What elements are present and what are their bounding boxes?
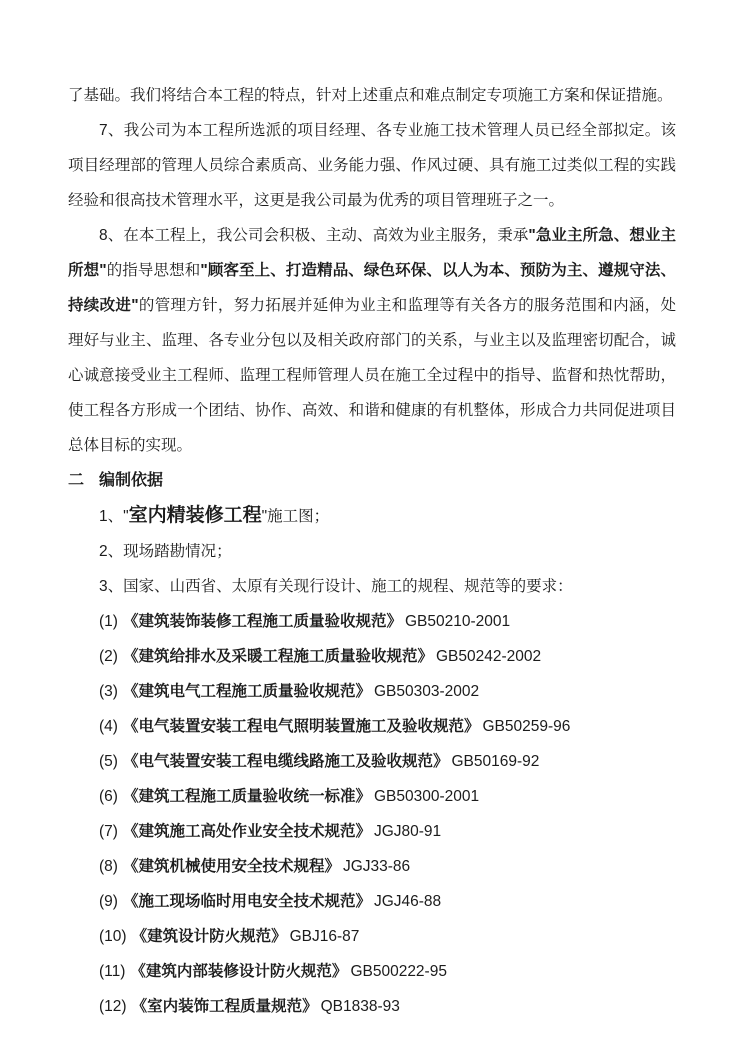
basis-item-2-text: 2、现场踏勘情况；	[99, 543, 232, 560]
basis-item-1-project-name: 室内精装修工程	[128, 505, 262, 526]
section-heading-number: 二	[68, 472, 85, 489]
reference-title: 《建筑电气工程施工质量验收规范》	[122, 683, 371, 700]
basis-item-3	[68, 569, 676, 604]
reference-code: GB50242-2002	[435, 648, 542, 665]
reference-code: JGJ80-91	[373, 823, 442, 840]
paragraph-8-run-3: 的指导思想和	[106, 262, 201, 279]
reference-row-4	[68, 709, 676, 744]
reference-title: 《电气装置安装工程电缆线路施工及验收规范》	[122, 753, 449, 770]
reference-row-12	[68, 989, 676, 1024]
reference-code: QB1838-93	[320, 998, 400, 1015]
basis-item-1	[68, 498, 676, 534]
basis-item-2	[68, 534, 676, 569]
reference-title: 《建筑内部装修设计防火规范》	[130, 963, 348, 980]
basis-item-3-text: 3、国家、山西省、太原有关现行设计、施工的规程、规范等的要求：	[99, 578, 573, 595]
reference-row-2	[68, 639, 676, 674]
paragraph-item-8	[68, 218, 676, 463]
reference-number: (11)	[99, 963, 126, 980]
reference-number: (3)	[99, 683, 118, 700]
reference-number: (7)	[99, 823, 118, 840]
paragraph-8-run-1: 8、在本工程上，我公司会积极、主动、高效为业主服务，秉承	[99, 227, 529, 244]
reference-code: GB50210-2001	[404, 613, 511, 630]
section-heading-compilation-basis	[68, 463, 676, 498]
reference-row-7	[68, 814, 676, 849]
reference-number: (10)	[99, 928, 127, 945]
reference-number: (2)	[99, 648, 118, 665]
reference-code: GBJ16-87	[289, 928, 360, 945]
reference-title: 《室内装饰工程质量规范》	[131, 998, 318, 1015]
reference-row-3	[68, 674, 676, 709]
reference-row-5	[68, 744, 676, 779]
reference-code: JGJ46-88	[373, 893, 442, 910]
section-heading-title: 编制依据	[99, 472, 164, 489]
reference-number: (5)	[99, 753, 118, 770]
reference-code: GB50259-96	[482, 718, 571, 735]
reference-row-6	[68, 779, 676, 814]
reference-title: 《建筑设计防火规范》	[131, 928, 287, 945]
basis-item-1-prefix: 1、"	[99, 508, 129, 525]
reference-number: (9)	[99, 893, 118, 910]
reference-title: 《建筑给排水及采暖工程施工质量验收规范》	[122, 648, 433, 665]
reference-code: GB50300-2001	[373, 788, 480, 805]
reference-title: 《电气装置安装工程电气照明装置施工及验收规范》	[122, 718, 480, 735]
reference-row-1	[68, 604, 676, 639]
reference-code: GB500222-95	[350, 963, 447, 980]
reference-number: (12)	[99, 998, 127, 1015]
paragraph-7-text: 7、我公司为本工程所选派的项目经理、各专业施工技术管理人员已经全部拟定。该项目经理部的管理人员综合素质高、业务能力强、作风过硬、具有施工过类似工程的实践经验和很高技术管理水平，这更是我公司最为优秀的项目管理班子之一。	[68, 122, 676, 209]
reference-title: 《建筑施工高处作业安全技术规范》	[122, 823, 371, 840]
reference-number: (4)	[99, 718, 118, 735]
paragraph-8-slogan-2: "顾客至上、打造精品、绿色环保、以人为本、预防为主、遵规守法、持续改进"	[68, 262, 676, 314]
reference-row-11	[68, 954, 676, 989]
reference-title: 《建筑机械使用安全技术规程》	[122, 858, 340, 875]
reference-row-8	[68, 849, 676, 884]
reference-code: GB50169-92	[451, 753, 540, 770]
reference-title: 《建筑工程施工质量验收统一标准》	[122, 788, 371, 805]
paragraph-continuation	[68, 78, 676, 113]
reference-row-10	[68, 919, 676, 954]
reference-title: 《建筑装饰装修工程施工质量验收规范》	[122, 613, 402, 630]
reference-row-9	[68, 884, 676, 919]
paragraph-8-run-5: 的管理方针，努力拓展并延伸为业主和监理等有关各方的服务范围和内涵，处理好与业主、监理、各专业分包以及相关政府部门的关系，与业主以及监理密切配合，诚心诚意接受业主工程师、监理工程师管理人员在施工全过程中的指导、监督和热忱帮助，使工程各方形成一个团结、协作、高效、和谐和健康的有机整体，形成合力共同促进项目总体目标的实现。	[68, 297, 676, 454]
reference-title: 《施工现场临时用电安全技术规范》	[122, 893, 371, 910]
reference-number: (1)	[99, 613, 118, 630]
reference-code: GB50303-2002	[373, 683, 480, 700]
paragraph-continuation-text: 了基础。我们将结合本工程的特点，针对上述重点和难点制定专项施工方案和保证措施。	[68, 87, 673, 104]
reference-number: (6)	[99, 788, 118, 805]
reference-number: (8)	[99, 858, 118, 875]
paragraph-8-slogan-1: "急业主所急、想业主所想"	[68, 227, 676, 279]
paragraph-item-7	[68, 113, 676, 218]
basis-item-1-suffix: "施工图；	[261, 508, 330, 525]
reference-code: JGJ33-86	[342, 858, 411, 875]
